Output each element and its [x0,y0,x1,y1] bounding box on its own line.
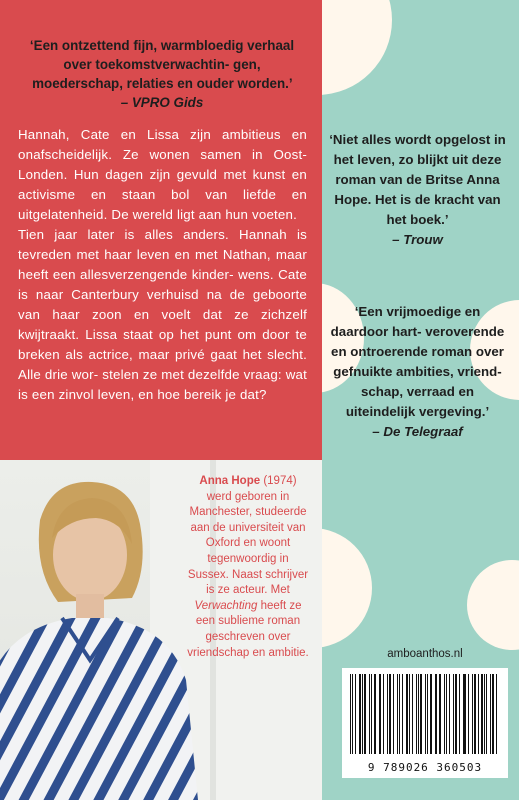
barcode-number: 9 789026 360503 [367,761,483,774]
barcode-bar [364,674,365,754]
book-title: Verwachting [194,599,258,612]
barcode-bar [371,674,372,754]
synopsis-paragraph: Tien jaar later is alles anders. Hannah is tevreden met haar leven en met Nathan, maar heeft een allesverzengende kinder- wens. Cate is naar Canterbury verhuisd na de geboorte van haar zoon en voelt dat ze zichzelf kwijtraakt. Lissa staat op het punt om door te breken als actrice, maar privé gaat het slecht. Alle drie wor- stelen ze met dezelfde vraag: wat is een zinvol leven, en hoe bereik je dat? [18,227,307,402]
barcode-bar [359,674,361,754]
decorative-dot [322,528,372,648]
review-quote-source: – Trouw [392,232,443,247]
front-quote-source: – VPRO Gids [120,95,204,110]
author-bio-text: heeft ze een sublieme roman geschreven over vriendschap en ambitie. [187,599,309,659]
barcode-bar [490,674,491,754]
barcode-bar [420,674,422,754]
barcode-bar [399,674,400,754]
front-quote-text: ‘Een ontzettend fijn, warmbloedig verhaal over toekomstverwachtin- gen, moederschap, relaties en ouder worden.’ [29,38,295,91]
barcode-bar [350,674,351,754]
barcode-bar [496,674,497,754]
barcode-bar [486,674,487,754]
barcode-bar [352,674,353,754]
review-quote-telegraaf [325,302,510,442]
author-name: Anna Hope [199,475,261,487]
barcode-bar [409,674,410,754]
barcode-bar [397,674,398,754]
barcode-bar [402,674,403,754]
barcode-bar [362,674,363,754]
barcode-bar [455,674,457,754]
author-bio-text: werd geboren in Manchester, studeerde aan de universiteit van Oxford en woont tegenwoordig in Sussex. Naast schrijver is ze acteur. Met [187,490,309,597]
barcode-bar [418,674,419,754]
barcode-bar [380,674,381,754]
barcode-bar [412,674,413,754]
barcode-bar [389,674,391,754]
barcode-bar [374,674,376,754]
barcode-bar [425,674,426,754]
barcode-bar [383,674,384,754]
barcode-bar [474,674,476,754]
barcode-bar [406,674,408,754]
review-quote-text: ‘Een vrijmoedige en daardoor hart- veroverende en ontroerende roman over gefnuikte ambities, vriend- schap, verraad en uiteindelijk vergeving.’ [330,304,505,419]
barcode-bar [481,674,482,754]
barcode-bar [449,674,450,754]
review-quote-text: ‘Niet alles wordt opgelost in het leven, zo blijkt uit deze roman van de Britse Anna Hope. Het is de kracht van het boek.’ [329,132,506,227]
review-quote-trouw [325,130,510,250]
author-birth-year: (1974) [263,475,297,487]
barcode-bar [484,674,485,754]
barcode-bar [468,674,469,754]
barcode-bar [453,674,454,754]
barcode-bar [444,674,445,754]
barcode-bar [387,674,388,754]
author-bio [186,474,310,661]
review-quote-source: – De Telegraaf [372,424,463,439]
barcode-bar [369,674,370,754]
barcode-bar [463,674,464,754]
barcode-bar [472,674,473,754]
barcode-bar [478,674,479,754]
barcode-bar [439,674,441,754]
barcode [342,668,508,778]
decorative-dot [322,0,392,95]
synopsis [18,125,307,405]
barcode-bar [435,674,436,754]
barcode-bar [416,674,417,754]
barcode-bar [430,674,431,754]
barcode-bar [446,674,447,754]
synopsis-paragraph: Hannah, Cate en Lissa zijn ambitieus en onafscheidelijk. Ze wonen samen in Oost-Londen. Hun dagen zijn gevuld met kunst en activisme en staan bol van liefde en uitgelatenheid. De wereld ligt aan hun voeten. [18,127,307,222]
barcode-bar [393,674,394,754]
barcode-bar [436,674,437,754]
barcode-bar [355,674,356,754]
barcode-bar [379,674,380,754]
front-quote [28,36,296,112]
barcode-bars [350,674,500,754]
barcode-bar [464,674,465,754]
decorative-dot [467,560,519,650]
barcode-bar [492,674,494,754]
barcode-bar [427,674,428,754]
barcode-bar [459,674,460,754]
publisher-url[interactable]: amboanthos.nl [387,648,463,660]
